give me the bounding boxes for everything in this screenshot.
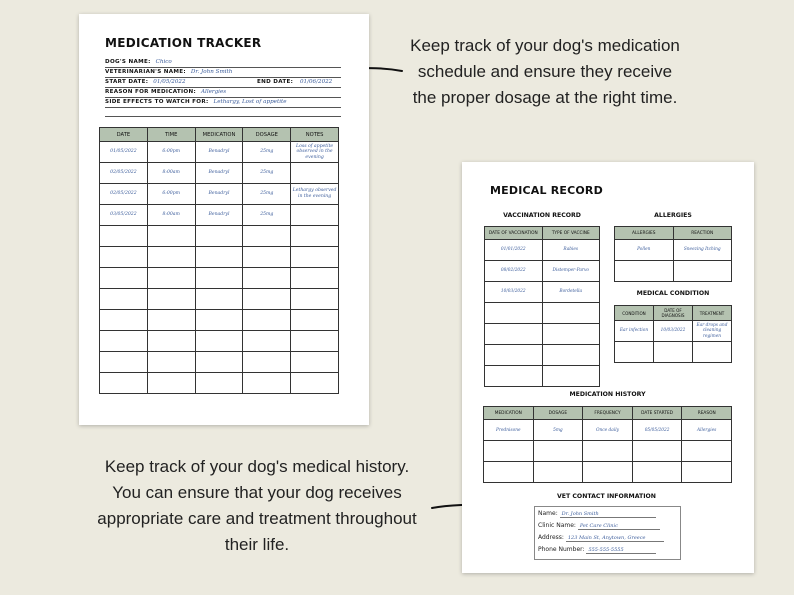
table-cell — [243, 331, 291, 352]
table-cell — [533, 441, 583, 462]
start-date-label: START DATE: — [105, 79, 149, 85]
end-date-label: END DATE: — [257, 79, 294, 85]
vet-contact-box — [534, 506, 681, 560]
table-cell: Benadryl — [195, 205, 243, 226]
column-header: FREQUENCY — [583, 407, 633, 420]
table-cell — [485, 303, 543, 324]
column-header: DATE — [100, 128, 148, 142]
side-effects-label: SIDE EFFECTS TO WATCH FOR: — [105, 99, 209, 105]
table-cell — [195, 373, 243, 394]
medication-row — [100, 163, 339, 184]
column-header: MEDICATION — [195, 128, 243, 142]
column-header: DOSAGE — [243, 128, 291, 142]
table-cell: Once daily — [583, 420, 633, 441]
table-cell: 08/02/2022 — [485, 261, 543, 282]
vet-name-label: VETERINARIAN'S NAME: — [105, 69, 186, 75]
vet-contact-name-label: Name: — [538, 510, 558, 517]
table-cell: Distemper-Parvo — [542, 261, 600, 282]
column-header: TIME — [147, 128, 195, 142]
medication-history-table — [483, 406, 732, 483]
column-header: DOSAGE — [533, 407, 583, 420]
allergies-table-body — [615, 240, 732, 282]
table-cell — [243, 373, 291, 394]
table-cell — [100, 268, 148, 289]
medication-history-row — [484, 441, 732, 462]
table-cell — [147, 289, 195, 310]
clinic-value: Pet Care Clinic — [578, 523, 660, 530]
table-cell — [291, 247, 339, 268]
table-cell — [583, 441, 633, 462]
vet-name-line — [538, 510, 656, 518]
table-cell: Lethargy observed in the evening — [291, 184, 339, 205]
table-cell: 02/05/2022 — [100, 184, 148, 205]
table-cell — [195, 289, 243, 310]
column-header: NOTES — [291, 128, 339, 142]
table-cell: 01/01/2022 — [485, 240, 543, 261]
reason-label: REASON FOR MEDICATION: — [105, 89, 196, 95]
table-cell: Bordetella — [542, 282, 600, 303]
allergy-row — [615, 261, 732, 282]
table-cell — [583, 462, 633, 483]
table-cell — [291, 163, 339, 184]
table-cell: Benadryl — [195, 163, 243, 184]
medication-row — [100, 331, 339, 352]
reason-value: Allergies — [200, 89, 227, 95]
table-cell — [195, 226, 243, 247]
table-cell — [147, 331, 195, 352]
table-cell: 01/05/2022 — [100, 142, 148, 163]
column-header: REASON — [682, 407, 732, 420]
table-cell — [484, 462, 534, 483]
phone-line — [538, 546, 656, 554]
vaccination-row — [485, 261, 600, 282]
table-cell — [291, 289, 339, 310]
vaccination-row — [485, 324, 600, 345]
table-cell — [615, 342, 654, 363]
dog-name-row — [105, 58, 341, 68]
table-cell — [632, 441, 682, 462]
table-cell — [243, 268, 291, 289]
vaccination-table-header — [485, 227, 600, 240]
medication-row — [100, 184, 339, 205]
medication-history-row — [484, 462, 732, 483]
table-cell: 6:00pm — [147, 184, 195, 205]
medication-row — [100, 142, 339, 163]
dates-row — [105, 78, 341, 88]
table-cell — [682, 462, 732, 483]
medication-history-row — [484, 420, 732, 441]
table-cell — [693, 342, 732, 363]
table-cell: 03/05/2022 — [100, 205, 148, 226]
medication-history-title: MEDICATION HISTORY — [569, 391, 646, 398]
table-cell — [243, 247, 291, 268]
table-cell — [632, 462, 682, 483]
table-cell — [291, 205, 339, 226]
table-cell — [195, 310, 243, 331]
table-cell — [485, 345, 543, 366]
allergies-table — [614, 226, 732, 282]
vaccination-table-body — [485, 240, 600, 387]
table-cell — [673, 261, 732, 282]
blank-line — [105, 107, 341, 117]
column-header: DATE OF VACCINATION — [485, 227, 543, 240]
table-cell — [195, 247, 243, 268]
table-cell — [100, 226, 148, 247]
vaccination-table — [484, 226, 600, 387]
dog-name-label: DOG'S NAME: — [105, 59, 151, 65]
table-cell — [100, 352, 148, 373]
column-header: MEDICATION — [484, 407, 534, 420]
side-effects-value: Lethargy, Lost of appetite — [213, 99, 287, 105]
table-cell: 25mg — [243, 205, 291, 226]
bottom-caption: Keep track of your dog's medical history. You can ensure that your dog receives appropriate care and treatment throughout their life. — [97, 457, 417, 554]
phone-label: Phone Number: — [538, 546, 585, 553]
vaccination-row — [485, 345, 600, 366]
vaccination-title: VACCINATION RECORD — [503, 212, 581, 219]
table-cell — [100, 310, 148, 331]
reason-row — [105, 88, 341, 98]
table-cell — [542, 345, 600, 366]
table-cell — [615, 261, 674, 282]
table-cell — [291, 226, 339, 247]
table-cell: Rabies — [542, 240, 600, 261]
table-cell — [147, 352, 195, 373]
table-cell — [291, 352, 339, 373]
table-cell: 25mg — [243, 184, 291, 205]
medication-table — [99, 127, 339, 394]
table-cell: 25mg — [243, 142, 291, 163]
table-cell — [147, 310, 195, 331]
table-cell — [147, 268, 195, 289]
tracker-title: MEDICATION TRACKER — [105, 36, 262, 50]
vet-name-value: Dr. John Smith — [190, 69, 233, 75]
medication-tracker-sheet — [79, 14, 369, 425]
table-cell: 02/05/2022 — [100, 163, 148, 184]
allergies-table-header — [615, 227, 732, 240]
table-cell — [291, 310, 339, 331]
table-cell — [243, 310, 291, 331]
table-cell: 10/03/2022 — [654, 321, 693, 342]
top-caption: Keep track of your dog's medication schedule and ensure they receive the proper dosage at the right time. — [410, 36, 680, 107]
table-cell — [291, 331, 339, 352]
table-cell: 25mg — [243, 163, 291, 184]
table-cell — [243, 226, 291, 247]
address-label: Address: — [538, 534, 564, 541]
clinic-line — [538, 522, 660, 530]
record-title: MEDICAL RECORD — [490, 184, 603, 197]
table-cell: 6:00pm — [147, 142, 195, 163]
medication-history-body — [484, 420, 732, 483]
table-cell — [542, 324, 600, 345]
table-cell — [195, 331, 243, 352]
medication-row — [100, 268, 339, 289]
allergy-row — [615, 240, 732, 261]
table-cell: Prednisone — [484, 420, 534, 441]
table-cell: Loss of appetite observed in the evening — [291, 142, 339, 163]
table-cell — [533, 462, 583, 483]
column-header: TYPE OF VACCINE — [542, 227, 600, 240]
table-cell: 5mg — [533, 420, 583, 441]
address-line — [538, 534, 664, 542]
table-cell — [195, 352, 243, 373]
table-cell — [243, 289, 291, 310]
table-cell: 8:00am — [147, 205, 195, 226]
column-header: TREATMENT — [693, 306, 732, 321]
table-cell: 05/05/2022 — [632, 420, 682, 441]
table-cell — [542, 303, 600, 324]
table-cell — [484, 441, 534, 462]
table-cell — [100, 247, 148, 268]
vaccination-row — [485, 366, 600, 387]
vaccination-row — [485, 303, 600, 324]
table-cell — [147, 226, 195, 247]
condition-table — [614, 305, 732, 363]
table-cell — [195, 268, 243, 289]
table-cell: Benadryl — [195, 184, 243, 205]
table-cell — [485, 366, 543, 387]
medication-row — [100, 310, 339, 331]
table-cell: Pollen — [615, 240, 674, 261]
table-cell — [485, 324, 543, 345]
vet-name-row — [105, 68, 341, 78]
vaccination-row — [485, 282, 600, 303]
table-cell: Benadryl — [195, 142, 243, 163]
medication-table-header — [100, 128, 339, 142]
table-cell: 10/03/2022 — [485, 282, 543, 303]
medication-row — [100, 352, 339, 373]
medication-row — [100, 289, 339, 310]
table-cell — [147, 247, 195, 268]
end-date-value: 01/06/2022 — [300, 79, 333, 85]
table-cell: Sneezing Itching — [673, 240, 732, 261]
table-cell — [100, 331, 148, 352]
medication-row — [100, 226, 339, 247]
table-cell — [147, 373, 195, 394]
table-cell — [100, 289, 148, 310]
table-cell: 8:00am — [147, 163, 195, 184]
medication-row — [100, 373, 339, 394]
medication-table-body — [100, 142, 339, 394]
medication-history-header — [484, 407, 732, 420]
phone-value: 555-555-5555 — [586, 547, 656, 554]
table-cell: Ear drops and cleaning regimen — [693, 321, 732, 342]
table-cell — [291, 373, 339, 394]
condition-title: MEDICAL CONDITION — [636, 290, 710, 297]
condition-table-body — [615, 321, 732, 363]
condition-row — [615, 321, 732, 342]
column-header: DATE STARTED — [632, 407, 682, 420]
start-date-value: 01/05/2022 — [153, 79, 186, 85]
dog-name-value: Chico — [155, 59, 172, 65]
vaccination-row — [485, 240, 600, 261]
column-header: REACTION — [673, 227, 732, 240]
vet-contact-title: VET CONTACT INFORMATION — [557, 493, 656, 500]
table-cell — [243, 352, 291, 373]
table-cell — [291, 268, 339, 289]
allergies-title: ALLERGIES — [654, 212, 692, 219]
table-cell — [682, 441, 732, 462]
table-cell — [542, 366, 600, 387]
column-header: ALLERGIES — [615, 227, 674, 240]
column-header: CONDITION — [615, 306, 654, 321]
table-cell: Ear infection — [615, 321, 654, 342]
address-value: 123 Main St, Anytown, Greece — [566, 535, 664, 542]
condition-row — [615, 342, 732, 363]
column-header: DATE OF DIAGNOSIS — [654, 306, 693, 321]
clinic-label: Clinic Name: — [538, 522, 576, 529]
table-cell: Allergies — [682, 420, 732, 441]
condition-table-header — [615, 306, 732, 321]
medical-record-sheet — [462, 162, 754, 573]
table-cell — [100, 373, 148, 394]
medication-row — [100, 205, 339, 226]
medication-row — [100, 247, 339, 268]
vet-contact-name-value: Dr. John Smith — [560, 511, 656, 518]
table-cell — [654, 342, 693, 363]
